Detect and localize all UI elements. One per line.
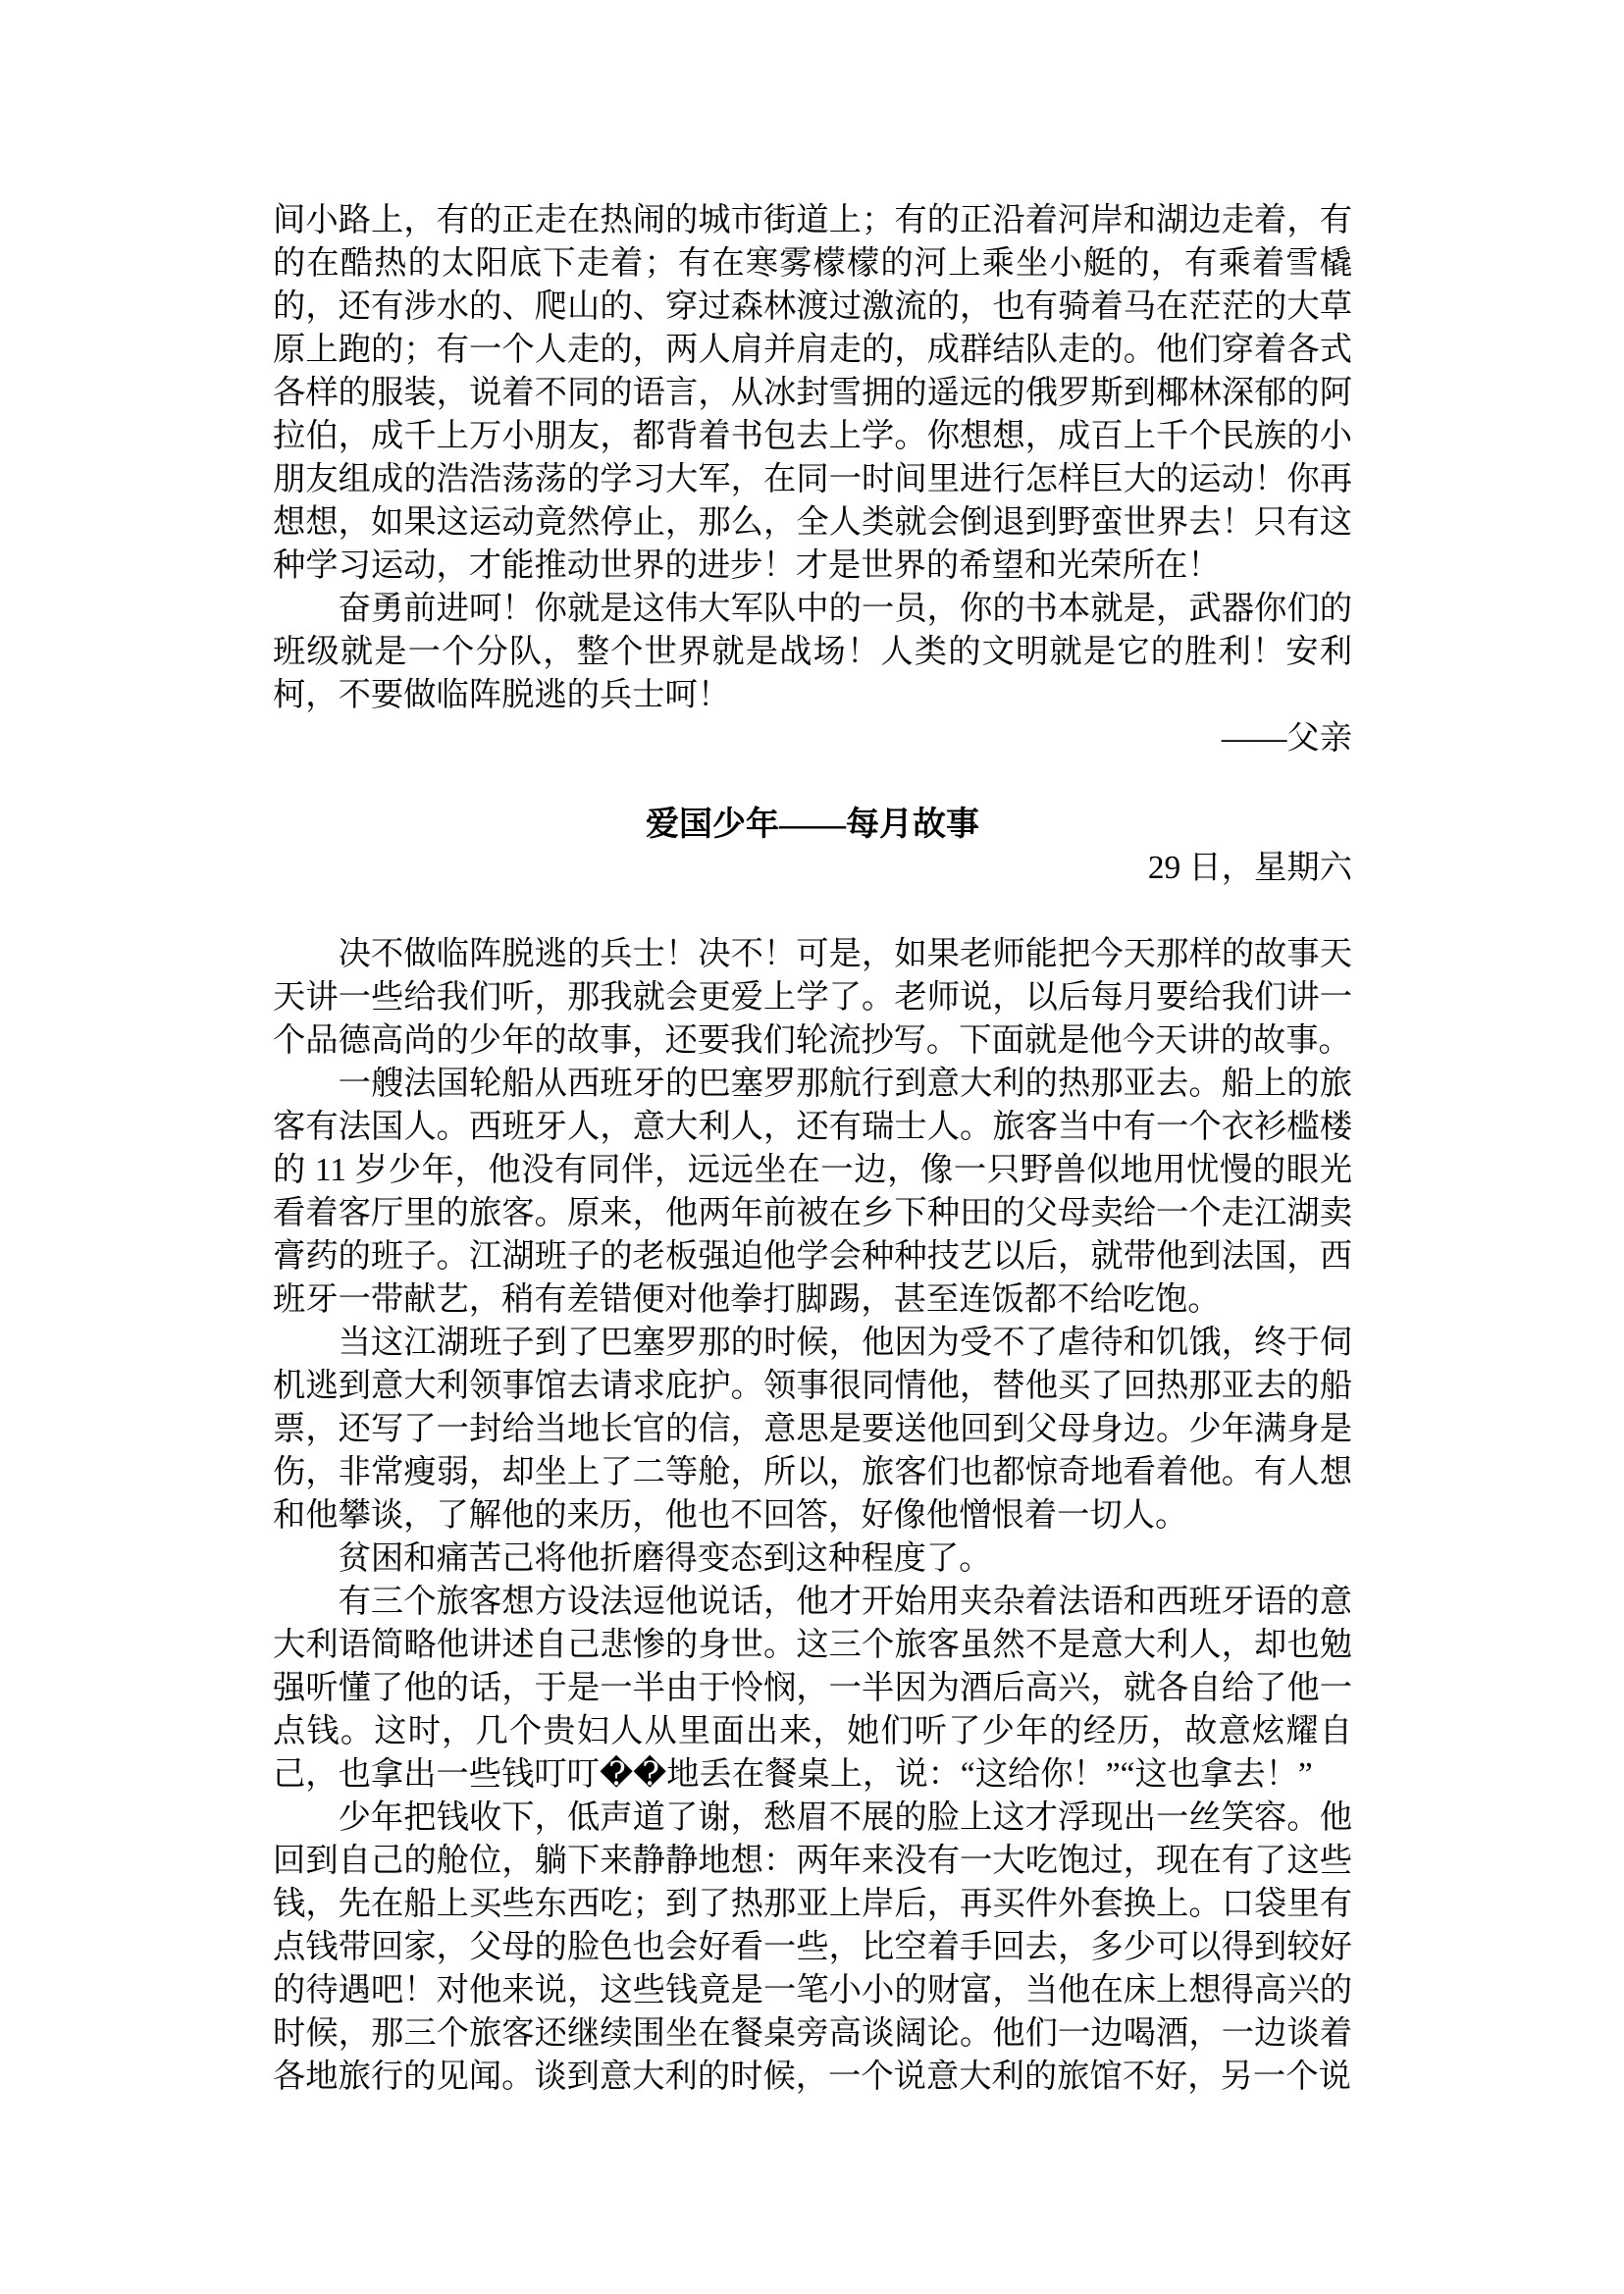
- story-paragraph-1: 决不做临阵脱逃的兵士！决不！可是，如果老师能把今天那样的故事天天讲一些给我们听，那我就会更爱上学了。老师说，以后每月要给我们讲一个品德高尚的少年的故事，还要我们轮流抄写。下面就是他今天讲的故事。: [273, 936, 1352, 1059]
- story-date: 29 日，星期六: [1147, 850, 1352, 886]
- blank-line: [273, 760, 1352, 804]
- story-paragraph-2: 一艘法国轮船从西班牙的巴塞罗那航行到意大利的热那亚去。船上的旅客有法国人。西班牙人，意大利人，还有瑞士人。旅客当中有一个衣衫槛楼的 11 岁少年，他没有同伴，远远坐在一边，像一只野兽似地用忧慢的眼光看着客厅里的旅客。原来，他两年前被在乡下种田的父母卖给一个走江湖卖膏药的班子。江湖班子的老板强迫他学会种种技艺以后，就带他到法国，西班牙一带献艺，稍有差错便对他拳打脚踢，甚至连饭都不给吃饱。: [273, 1066, 1352, 1318]
- story-block: [273, 804, 1352, 2099]
- letter-paragraph-continuation: 间小路上，有的正走在热闹的城市街道上；有的正沿着河岸和湖边走着，有的在酷热的太阳底下走着；有在寒雾檬檬的河上乘坐小艇的，有乘着雪橇的，还有涉水的、爬山的、穿过森林渡过激流的，也有骑着马在茫茫的大草原上跑的；有一个人走的，两人肩并肩走的，成群结队走的。他们穿着各式各样的服装，说着不同的语言，从冰封雪拥的遥远的俄罗斯到椰林深郁的阿拉伯，成千上万小朋友，都背着书包去上学。你想想，成百上千个民族的小朋友组成的浩浩荡荡的学习大军，在同一时间里进行怎样巨大的运动！你再想想，如果这运动竟然停止，那么，全人类就会倒退到野蛮世界去！只有这种学习运动，才能推动世界的进步！才是世界的希望和光荣所在！: [273, 202, 1352, 584]
- story-paragraph-5: 有三个旅客想方设法逗他说话，他才开始用夹杂着法语和西班牙语的意大利语简略他讲述自己悲惨的身世。这三个旅客虽然不是意大利人，却也勉强听懂了他的话，于是一半由于怜悯，一半因为酒后高兴，就各自给了他一点钱。这时，几个贵妇人从里面出来，她们听了少年的经历，故意炫耀自己，也拿出一些钱叮叮��地丢在餐桌上，说：“这给你！”“这也拿去！”: [273, 1584, 1352, 1793]
- story-paragraph-6: 少年把钱收下，低声道了谢，愁眉不展的脸上这才浮现出一丝笑容。他回到自己的舱位，躺下来静静地想：两年来没有一大吃饱过，现在有了这些钱，先在船上买些东西吃；到了热那亚上岸后，再买件外套换上。口袋里有点钱带回家，父母的脸色也会好看一些，比空着手回去，多少可以得到较好的待遇吧！对他来说，这些钱竟是一笔小小的财富，当他在床上想得高兴的时候，那三个旅客还继续围坐在餐桌旁高谈阔论。他们一边喝酒，一边谈着各地旅行的见闻。谈到意大利的时候，一个说意大利的旅馆不好，另一个说: [273, 1799, 1352, 2095]
- letter-block: [273, 199, 1352, 760]
- letter-paragraph-closing: 奋勇前进呵！你就是这伟大军队中的一员，你的书本就是，武器你们的班级就是一个分队，整个世界就是战场！人类的文明就是它的胜利！安利柯，不要做临阵脱逃的兵士呵！: [273, 591, 1352, 713]
- story-paragraph-3: 当这江湖班子到了巴塞罗那的时候，他因为受不了虐待和饥饿，终于伺机逃到意大利领事馆去请求庇护。领事很同情他，替他买了回热那亚去的船票，还写了一封给当地长官的信，意思是要送他回到父母身边。少年满身是伤，非常瘦弱，却坐上了二等舱，所以，旅客们也都惊奇地看着他。有人想和他攀谈，了解他的来历，他也不回答，好像他憎恨着一切人。: [273, 1325, 1352, 1534]
- blank-line: [273, 890, 1352, 933]
- father-signature: ——父亲: [1221, 720, 1352, 756]
- story-paragraph-4: 贫困和痛苦己将他折磨得变态到这种程度了。: [338, 1540, 992, 1577]
- story-heading: 爱国少年——每月故事: [646, 807, 979, 843]
